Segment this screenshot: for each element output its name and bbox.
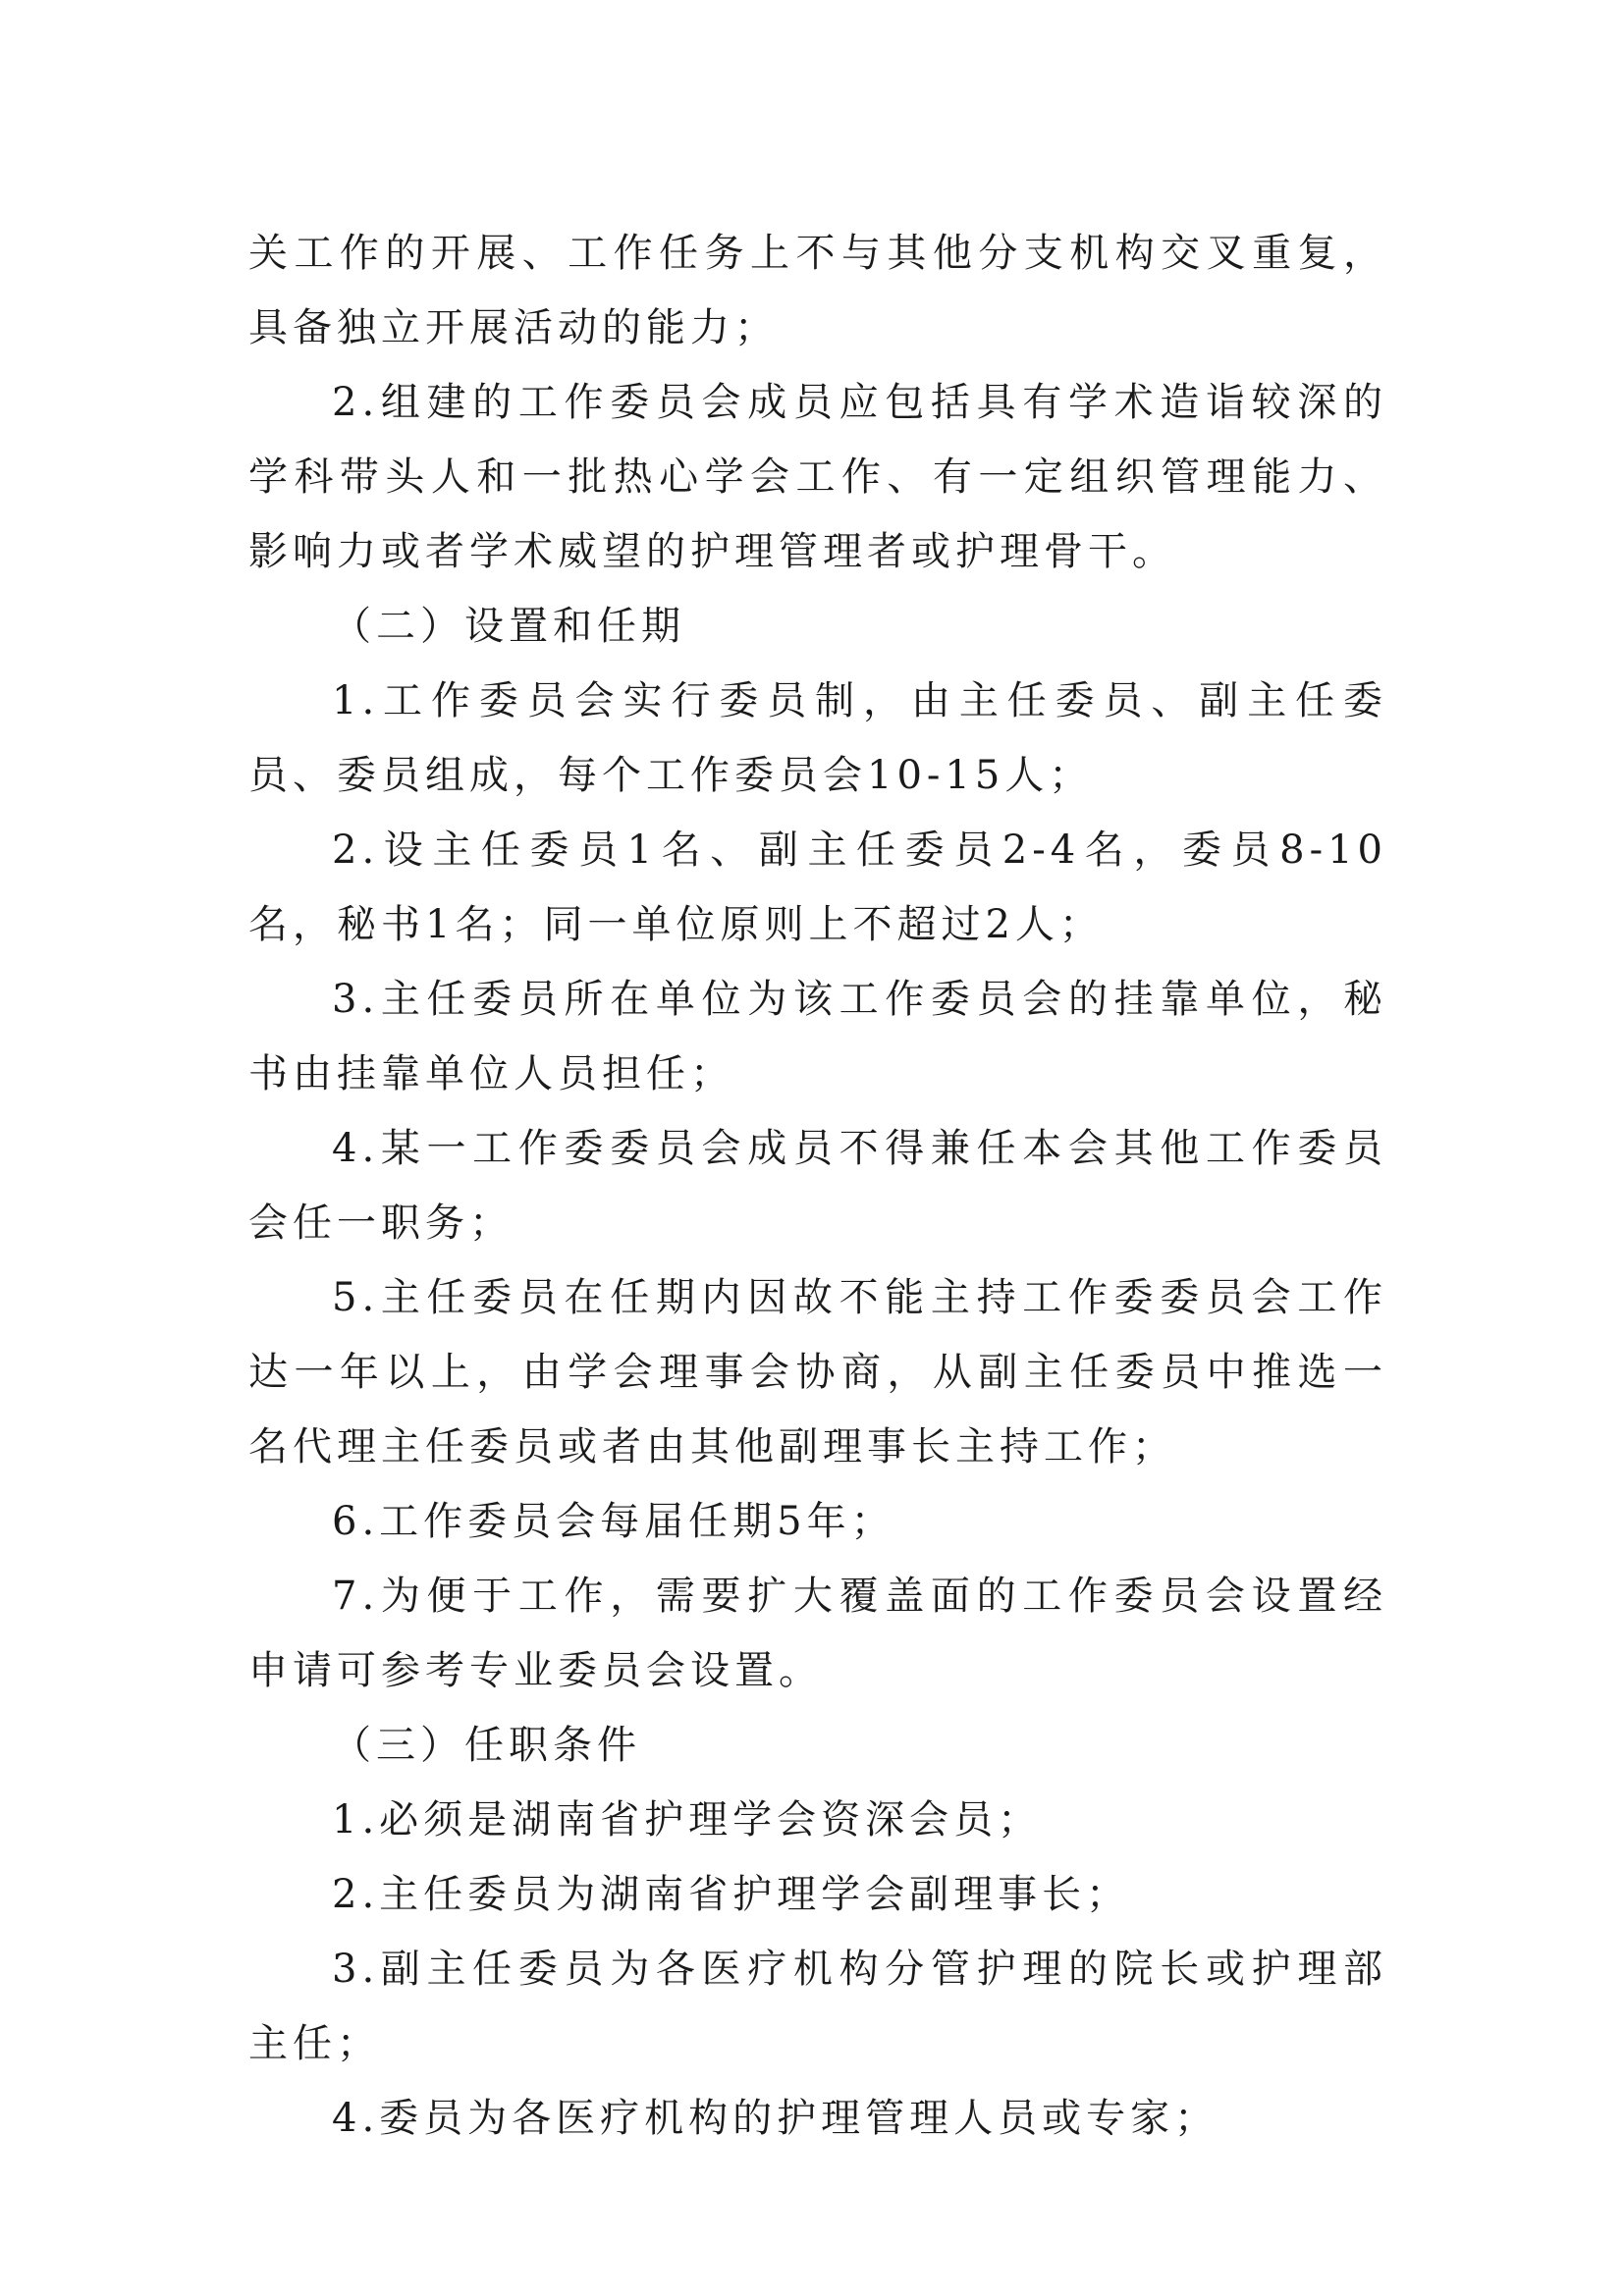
paragraph-qual-4: 4.委员为各医疗机构的护理管理人员或专家； <box>332 2096 1219 2141</box>
section-heading-qualifications: （三）任职条件 <box>332 1723 641 1768</box>
paragraph-item-1-system: 1.工作委员会实行委员制，由主任委员、副主任委员、委员组成，每个工作委员会10-15人； <box>248 678 1387 798</box>
paragraph-qual-2: 2.主任委员为湖南省护理学会副理事长； <box>332 1872 1131 1917</box>
paragraph-item-3-host-unit: 3.主任委员所在单位为该工作委员会的挂靠单位，秘书由挂靠单位人员担任； <box>248 977 1387 1096</box>
paragraph-item-2-positions: 2.设主任委员1名、副主任委员2-4名，委员8-10名，秘书1名；同一单位原则上不超过2人； <box>248 828 1387 947</box>
paragraph-qual-1: 1.必须是湖南省护理学会资深会员； <box>332 1797 1043 1842</box>
paragraph-item-2-members: 2.组建的工作委员会成员应包括具有学术造诣较深的学科带头人和一批热心学会工作、有一定组织管理能力、影响力或者学术威望的护理管理者或护理骨干。 <box>248 380 1387 574</box>
paragraph-item-7-expansion: 7.为便于工作，需要扩大覆盖面的工作委员会设置经申请可参考专业委员会设置。 <box>248 1574 1387 1693</box>
document-page <box>248 216 1387 2156</box>
paragraph-item-6-term: 6.工作委员会每届任期5年； <box>332 1499 895 1544</box>
section-heading-setup-term: （二）设置和任期 <box>332 604 685 649</box>
paragraph-qual-3: 3.副主任委员为各医疗机构分管护理的院长或护理部主任； <box>248 1947 1387 2066</box>
paragraph-item-5-acting-chair: 5.主任委员在任期内因故不能主持工作委委员会工作达一年以上，由学会理事会协商，从副主任委员中推选一名代理主任委员或者由其他副理事长主持工作； <box>248 1275 1387 1469</box>
paragraph-item-4-no-concurrent: 4.某一工作委委员会成员不得兼任本会其他工作委员会任一职务； <box>248 1126 1387 1246</box>
paragraph-continuation: 关工作的开展、工作任务上不与其他分支机构交叉重复，具备独立开展活动的能力； <box>248 231 1387 350</box>
